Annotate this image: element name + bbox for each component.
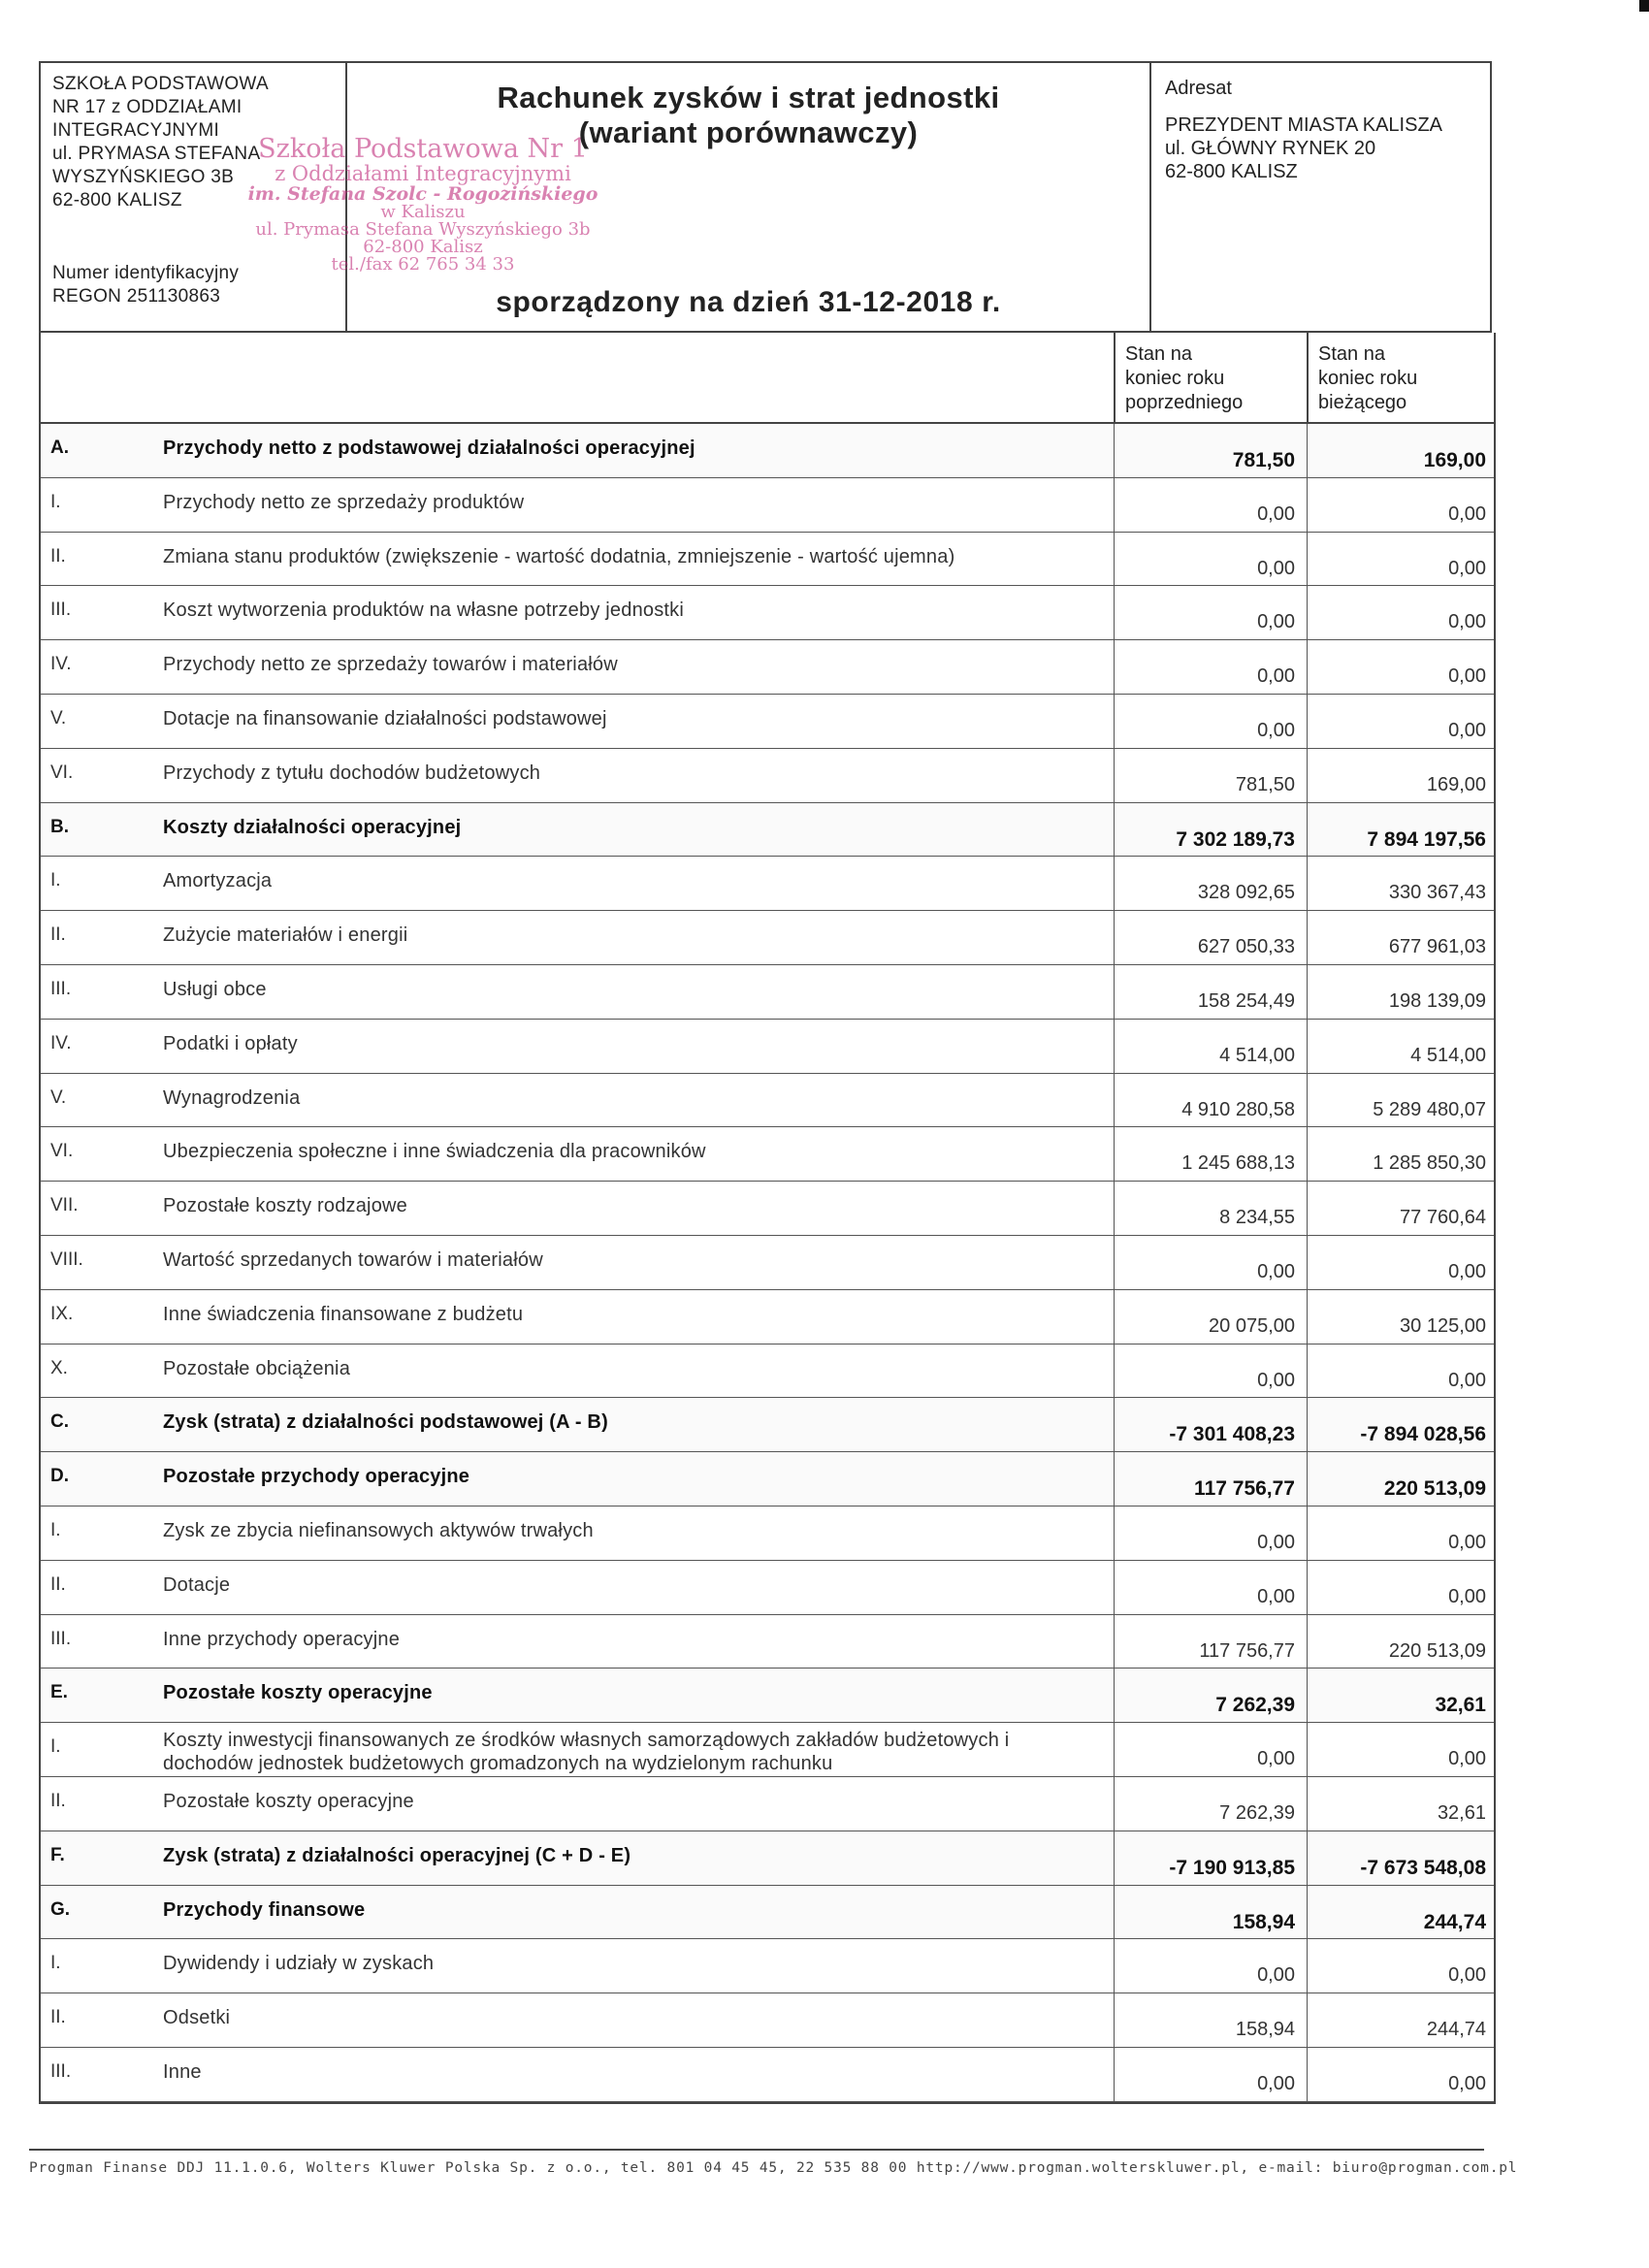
row-index: C.	[50, 1411, 69, 1433]
row-label: Usługi obce	[163, 978, 267, 1000]
current-year-value: 0,00	[1307, 478, 1494, 532]
current-year-value: 7 894 197,56	[1307, 803, 1494, 857]
table-row	[41, 478, 1494, 533]
stamp-line: im. Stefana Szolc - Rogozińskiego	[247, 183, 598, 205]
row-index: V.	[50, 1086, 67, 1108]
current-year-value: 30 125,00	[1307, 1290, 1494, 1344]
id-label: Numer identyfikacyjny	[52, 263, 240, 283]
table-row	[41, 1939, 1494, 1993]
previous-year-value: 328 092,65	[1114, 857, 1307, 910]
row-index: I.	[50, 870, 61, 891]
table-row-section	[41, 424, 1494, 478]
table-row-section	[41, 1886, 1494, 1940]
stamp-line: Szkoła Podstawowa Nr 1	[258, 134, 588, 164]
table-row	[41, 695, 1494, 749]
table-row	[41, 911, 1494, 965]
table-row	[41, 857, 1494, 911]
previous-year-value: 158 254,49	[1114, 965, 1307, 1019]
table-row	[41, 1290, 1494, 1345]
row-index: VIII.	[50, 1248, 83, 1270]
row-label: Zmiana stanu produktów (zwiększenie - wartość dodatnia, zmniejszenie - wartość ujemna)	[163, 545, 955, 567]
previous-year-value: 117 756,77	[1114, 1452, 1307, 1506]
table-row	[41, 749, 1494, 803]
table-row	[41, 1615, 1494, 1669]
row-index: II.	[50, 1573, 66, 1595]
row-index: III.	[50, 978, 72, 999]
addressee-line: ul. GŁÓWNY RYNEK 20	[1165, 138, 1376, 159]
row-label: Inne	[163, 2060, 202, 2083]
table-row-section	[41, 1669, 1494, 1723]
current-year-value: 220 513,09	[1307, 1615, 1494, 1669]
previous-year-value: 0,00	[1114, 695, 1307, 748]
row-label: Zużycie materiałów i energii	[163, 924, 408, 947]
current-year-value: 0,00	[1307, 586, 1494, 639]
row-label: Pozostałe koszty rodzajowe	[163, 1195, 407, 1217]
current-year-value: 4 514,00	[1307, 1020, 1494, 1073]
current-year-value: 0,00	[1307, 1507, 1494, 1560]
row-index: III.	[50, 1628, 72, 1649]
table-row	[41, 1127, 1494, 1182]
unit-line: SZKOŁA PODSTAWOWA	[52, 74, 269, 94]
current-year-value: 32,61	[1307, 1777, 1494, 1831]
column-header-current-year: Stan na koniec roku bieżącego	[1307, 333, 1494, 422]
current-year-value: 32,61	[1307, 1669, 1494, 1722]
row-label: Podatki i opłaty	[163, 1032, 298, 1054]
current-year-value: -7 894 028,56	[1307, 1398, 1494, 1451]
row-label: Zysk (strata) z działalności podstawowej (A - B)	[163, 1411, 608, 1434]
stamp-line: 62-800 Kalisz	[363, 237, 483, 257]
identification-number	[52, 262, 239, 308]
table-row	[41, 1777, 1494, 1831]
current-year-value: 1 285 850,30	[1307, 1127, 1494, 1181]
table-row	[41, 1020, 1494, 1074]
current-year-value: 5 289 480,07	[1307, 1074, 1494, 1127]
row-label: Inne świadczenia finansowane z budżetu	[163, 1303, 524, 1325]
row-label: Przychody netto z podstawowej działalności operacyjnej	[163, 437, 695, 459]
row-label: Wartość sprzedanych towarów i materiałów	[163, 1248, 543, 1271]
previous-year-value: 0,00	[1114, 1507, 1307, 1560]
row-index: IV.	[50, 654, 72, 675]
current-year-value: 677 961,03	[1307, 911, 1494, 964]
row-index: G.	[50, 1898, 71, 1920]
addressee-line: 62-800 KALISZ	[1165, 161, 1298, 182]
row-label: Dotacje na finansowanie działalności podstawowej	[163, 707, 607, 729]
table-row	[41, 1561, 1494, 1615]
previous-year-value: 158,94	[1114, 1886, 1307, 1939]
previous-year-value: 0,00	[1114, 586, 1307, 639]
previous-year-value: 781,50	[1114, 749, 1307, 802]
previous-year-value: 0,00	[1114, 1236, 1307, 1289]
row-label: Odsetki	[163, 2007, 231, 2029]
row-index: D.	[50, 1466, 69, 1487]
current-year-value: 220 513,09	[1307, 1452, 1494, 1506]
current-year-value: 77 760,64	[1307, 1182, 1494, 1235]
row-index: VI.	[50, 1141, 74, 1162]
current-year-value: 0,00	[1307, 640, 1494, 694]
unit-line: INTEGRACYJNYMI	[52, 120, 220, 141]
table-row-section	[41, 1398, 1494, 1452]
table-row	[41, 533, 1494, 587]
row-label: Koszty inwestycji finansowanych ze środków własnych samorządowych zakładów budżetowych i dochodów jednostek budżetowych gromadzonych na wydzielonym rachunku	[163, 1730, 1010, 1775]
row-label: Dywidendy i udziały w zyskach	[163, 1953, 435, 1975]
table-row	[41, 1182, 1494, 1236]
unit-line: NR 17 z ODDZIAŁAMI	[52, 97, 242, 117]
column-headers	[41, 333, 1494, 424]
previous-year-value: 7 302 189,73	[1114, 803, 1307, 857]
row-label: Przychody finansowe	[163, 1898, 366, 1921]
row-index: B.	[50, 816, 69, 837]
previous-year-value: 0,00	[1114, 1723, 1307, 1776]
row-label: Inne przychody operacyjne	[163, 1628, 401, 1650]
row-index: VI.	[50, 761, 74, 783]
table-row-section	[41, 803, 1494, 858]
unit-line: WYSZYŃSKIEGO 3B	[52, 167, 235, 187]
previous-year-value: 0,00	[1114, 2048, 1307, 2101]
current-year-value: 0,00	[1307, 1236, 1494, 1289]
row-index: I.	[50, 491, 61, 512]
table-row	[41, 1345, 1494, 1399]
table-row	[41, 586, 1494, 640]
current-year-value: 0,00	[1307, 1561, 1494, 1614]
unit-line: 62-800 KALISZ	[52, 190, 182, 211]
table-row	[41, 2048, 1494, 2102]
current-year-value: 169,00	[1307, 424, 1494, 477]
addressee-block	[1151, 63, 1490, 331]
unit-line: ul. PRYMASA STEFANA	[52, 144, 261, 164]
row-index: III.	[50, 2060, 72, 2082]
row-label: Amortyzacja	[163, 870, 273, 892]
addressee-line: PREZYDENT MIASTA KALISZA	[1165, 114, 1442, 136]
row-label: Przychody netto ze sprzedaży towarów i materiałów	[163, 654, 618, 676]
row-index: A.	[50, 437, 69, 458]
previous-year-value: 0,00	[1114, 1345, 1307, 1398]
row-label: Koszty działalności operacyjnej	[163, 816, 462, 838]
current-year-value: 330 367,43	[1307, 857, 1494, 910]
table-row	[41, 640, 1494, 695]
software-footer: Progman Finanse DDJ 11.1.0.6, Wolters Kluwer Polska Sp. z o.o., tel. 801 04 45 45, 22 535 88 00 http://www.progman.wolterskluwer.pl, e-mail: biuro@progman.com.pl	[29, 2149, 1484, 2176]
previous-year-value: 781,50	[1114, 424, 1307, 477]
current-year-value: 0,00	[1307, 1723, 1494, 1776]
report-date: sporządzony na dzień 31-12-2018 r.	[496, 286, 1001, 318]
row-index: III.	[50, 599, 72, 621]
row-label: Ubezpieczenia społeczne i inne świadczenia dla pracowników	[163, 1141, 706, 1163]
row-index: II.	[50, 545, 66, 567]
previous-year-value: -7 301 408,23	[1114, 1398, 1307, 1451]
row-label: Przychody netto ze sprzedaży produktów	[163, 491, 525, 513]
row-label: Pozostałe obciążenia	[163, 1357, 351, 1379]
table-row	[41, 1074, 1494, 1128]
previous-year-value: 4 514,00	[1114, 1020, 1307, 1073]
row-index: VII.	[50, 1195, 79, 1216]
income-statement-table	[39, 333, 1496, 2104]
current-year-value: 0,00	[1307, 695, 1494, 748]
row-index: I.	[50, 1736, 61, 1758]
previous-year-value: 7 262,39	[1114, 1777, 1307, 1831]
current-year-value: 0,00	[1307, 1345, 1494, 1398]
table-row	[41, 1507, 1494, 1561]
row-label: Pozostałe przychody operacyjne	[163, 1466, 470, 1488]
previous-year-value: 20 075,00	[1114, 1290, 1307, 1344]
row-index: I.	[50, 1953, 61, 1974]
previous-year-value: 0,00	[1114, 1939, 1307, 1993]
previous-year-value: 0,00	[1114, 533, 1307, 586]
regon-number: REGON 251130863	[52, 286, 221, 307]
previous-year-value: 117 756,77	[1114, 1615, 1307, 1669]
school-stamp	[219, 136, 627, 281]
row-index: II.	[50, 1790, 66, 1811]
current-year-value: 198 139,09	[1307, 965, 1494, 1019]
table-row	[41, 1993, 1494, 2048]
row-index: IV.	[50, 1032, 72, 1053]
current-year-value: 244,74	[1307, 1993, 1494, 2047]
row-index: X.	[50, 1357, 68, 1378]
previous-year-value: 7 262,39	[1114, 1669, 1307, 1722]
row-label: Zysk (strata) z działalności operacyjnej (C + D - E)	[163, 1844, 631, 1866]
stamp-line: ul. Prymasa Stefana Wyszyńskiego 3b	[255, 219, 591, 240]
row-index: V.	[50, 707, 67, 729]
column-header-previous-year: Stan na koniec roku poprzedniego	[1114, 333, 1307, 422]
row-label: Koszt wytworzenia produktów na własne potrzeby jednostki	[163, 599, 685, 622]
table-body	[41, 424, 1494, 2102]
row-label: Zysk ze zbycia niefinansowych aktywów trwałych	[163, 1519, 594, 1541]
row-index: I.	[50, 1519, 61, 1540]
previous-year-value: 158,94	[1114, 1993, 1307, 2047]
row-label: Pozostałe koszty operacyjne	[163, 1790, 414, 1812]
table-row	[41, 1236, 1494, 1290]
stamp-line: w Kaliszu	[380, 202, 466, 222]
scan-edge-mark	[1639, 0, 1649, 12]
current-year-value: -7 673 548,08	[1307, 1831, 1494, 1885]
table-row-section	[41, 1831, 1494, 1886]
table-row-section	[41, 1452, 1494, 1507]
row-label: Przychody z tytułu dochodów budżetowych	[163, 761, 541, 784]
previous-year-value: 4 910 280,58	[1114, 1074, 1307, 1127]
row-label: Dotacje	[163, 1573, 231, 1596]
addressee-label: Adresat	[1165, 78, 1232, 99]
current-year-value: 0,00	[1307, 533, 1494, 586]
previous-year-value: 1 245 688,13	[1114, 1127, 1307, 1181]
report-title: Rachunek zysków i strat jednostki (wariant porównawczy)	[497, 81, 1000, 149]
table-row	[41, 965, 1494, 1020]
previous-year-value: 0,00	[1114, 1561, 1307, 1614]
stamp-line: tel./fax 62 765 34 33	[331, 254, 515, 275]
row-index: E.	[50, 1682, 68, 1703]
current-year-value: 169,00	[1307, 749, 1494, 802]
previous-year-value: 627 050,33	[1114, 911, 1307, 964]
current-year-value: 0,00	[1307, 1939, 1494, 1993]
previous-year-value: 8 234,55	[1114, 1182, 1307, 1235]
row-index: II.	[50, 924, 66, 946]
row-index: IX.	[50, 1303, 74, 1324]
table-row	[41, 1723, 1494, 1777]
row-label: Pozostałe koszty operacyjne	[163, 1682, 433, 1704]
previous-year-value: -7 190 913,85	[1114, 1831, 1307, 1885]
row-label: Wynagrodzenia	[163, 1086, 301, 1109]
stamp-line: z Oddziałami Integracyjnymi	[275, 162, 571, 185]
current-year-value: 0,00	[1307, 2048, 1494, 2101]
previous-year-value: 0,00	[1114, 640, 1307, 694]
previous-year-value: 0,00	[1114, 478, 1307, 532]
row-index: F.	[50, 1844, 65, 1865]
current-year-value: 244,74	[1307, 1886, 1494, 1939]
row-index: II.	[50, 2007, 66, 2028]
